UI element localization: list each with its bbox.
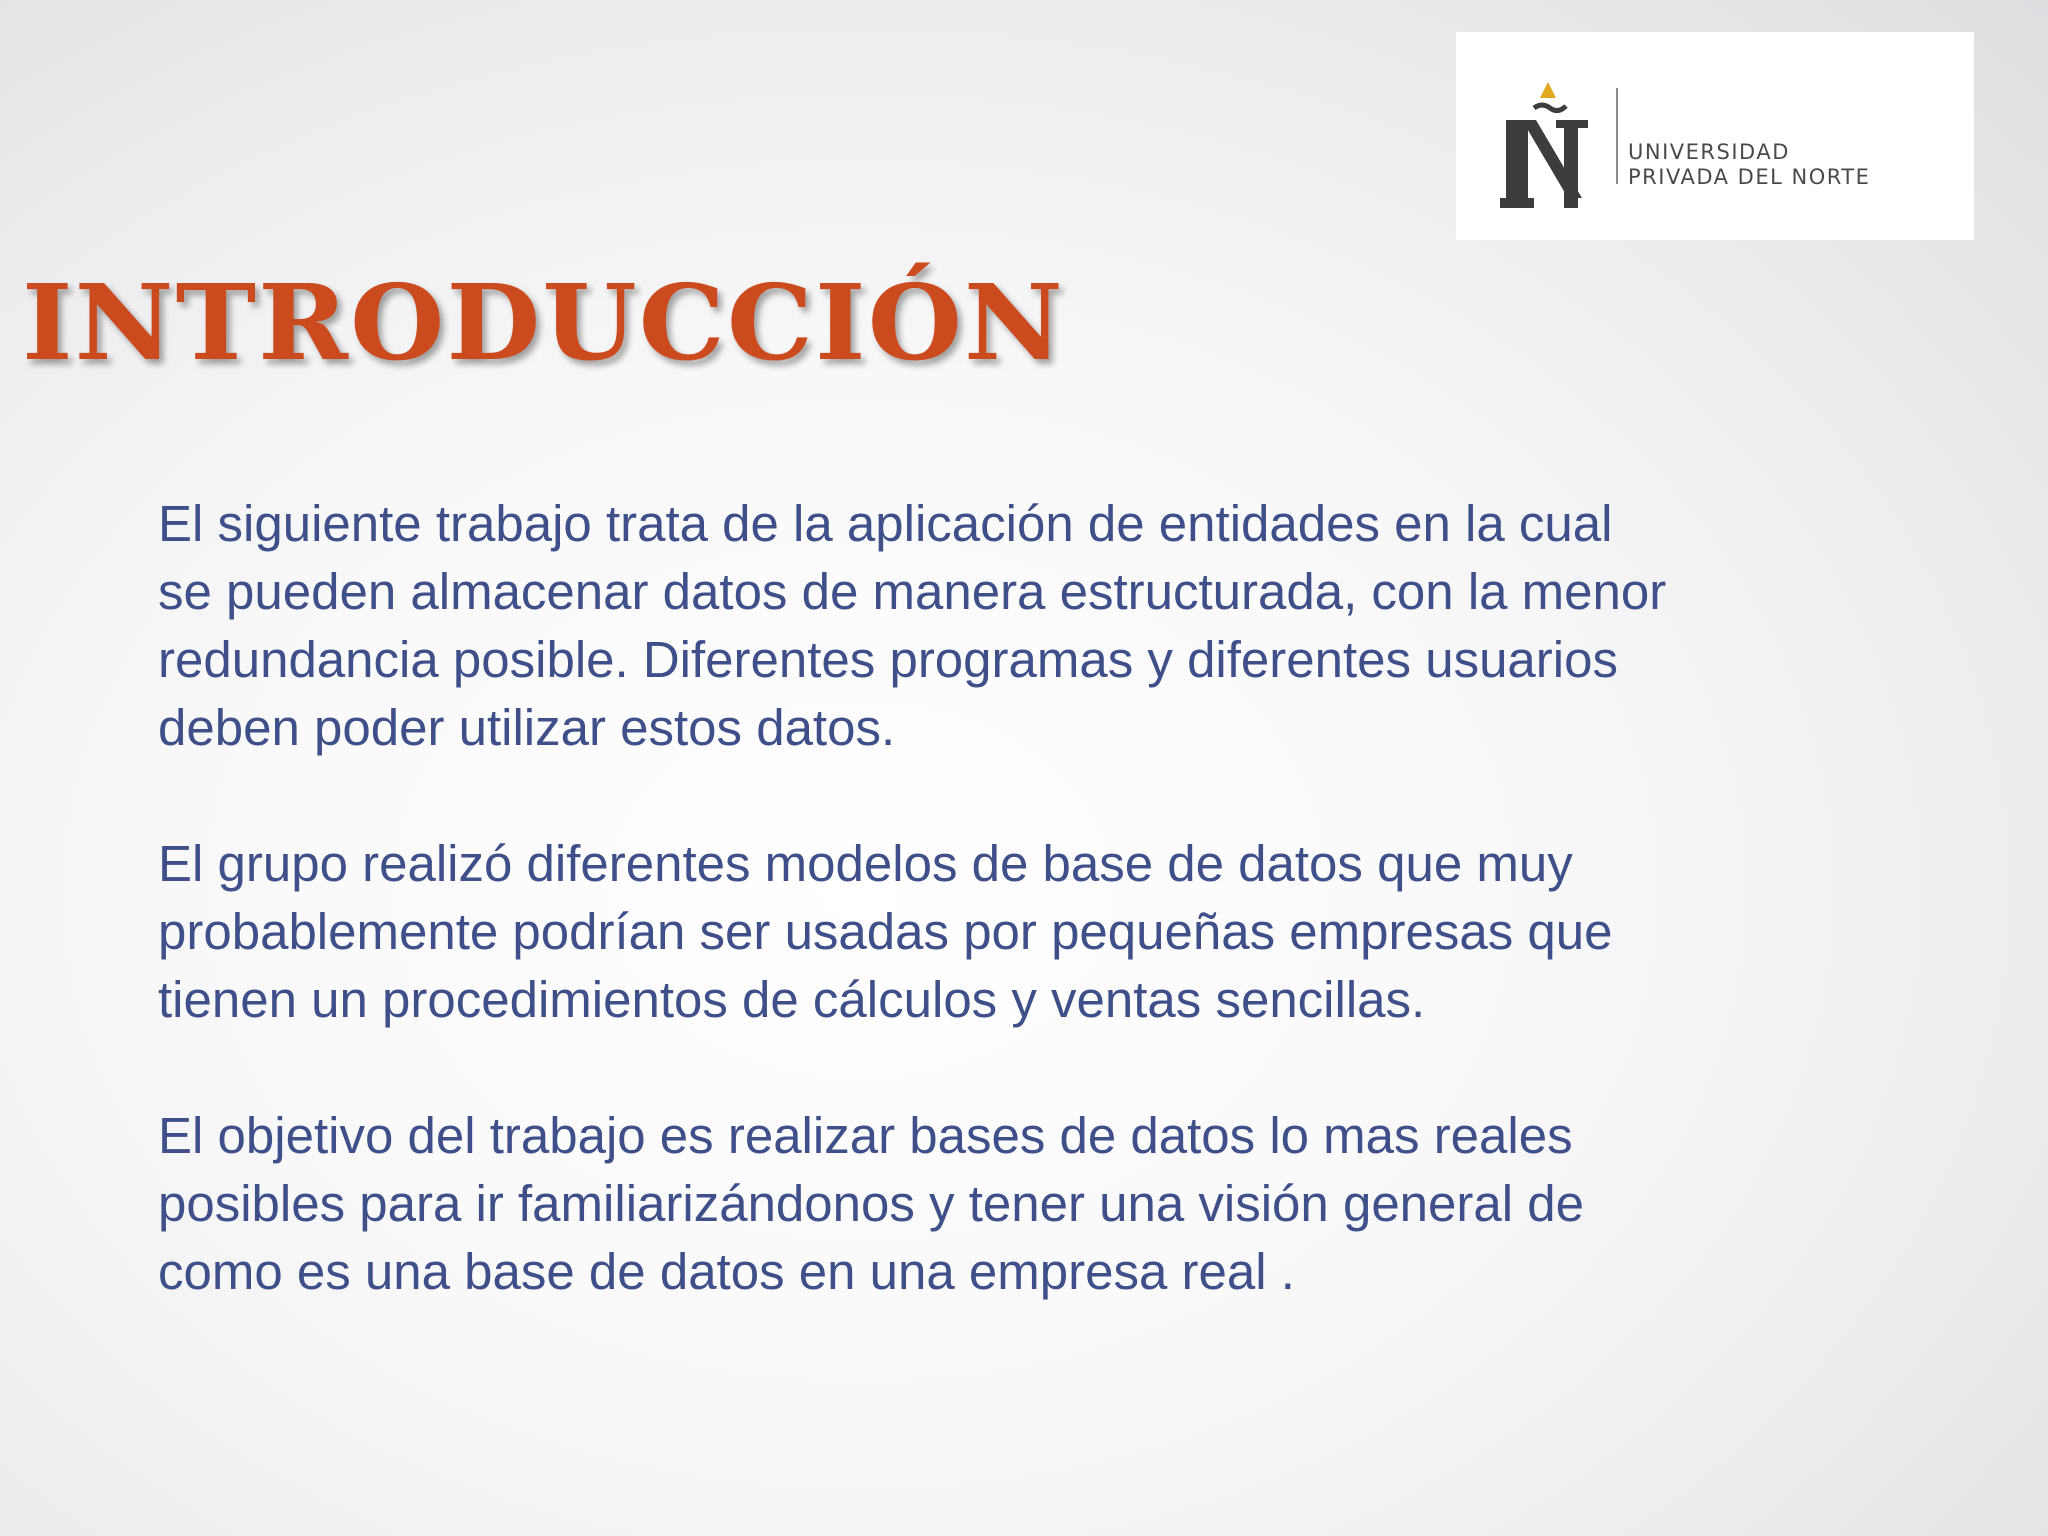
slide-title: INTRODUCCIÓN — [22, 261, 1065, 384]
logo-line-1: UNIVERSIDAD — [1628, 140, 1790, 164]
paragraph-2: El grupo realizó diferentes modelos de base de datos que muy probablemente podrían ser usadas por pequeñas empresas que tienen un procedimientos de cálculos y ventas sencillas. — [158, 835, 1613, 1028]
paragraph-1: El siguiente trabajo trata de la aplicación de entidades en la cual se pueden almacenar datos de manera estructurada, con la menor redundancia posible. Diferentes programas y diferentes usuarios deben poder utilizar estos datos. — [158, 495, 1667, 756]
logo-divider — [1616, 88, 1618, 184]
logo-wordmark — [1628, 140, 1870, 190]
university-logo — [1456, 32, 1974, 240]
slide-body — [158, 490, 1878, 1374]
logo-line-2: PRIVADA DEL NORTE — [1628, 165, 1871, 189]
paragraph-3: El objetivo del trabajo es realizar bases de datos lo mas reales posibles para ir familiarizándonos y tener una visión general de como es una base de datos en una empresa real . — [158, 1107, 1584, 1300]
university-mark-icon — [1494, 48, 1602, 228]
